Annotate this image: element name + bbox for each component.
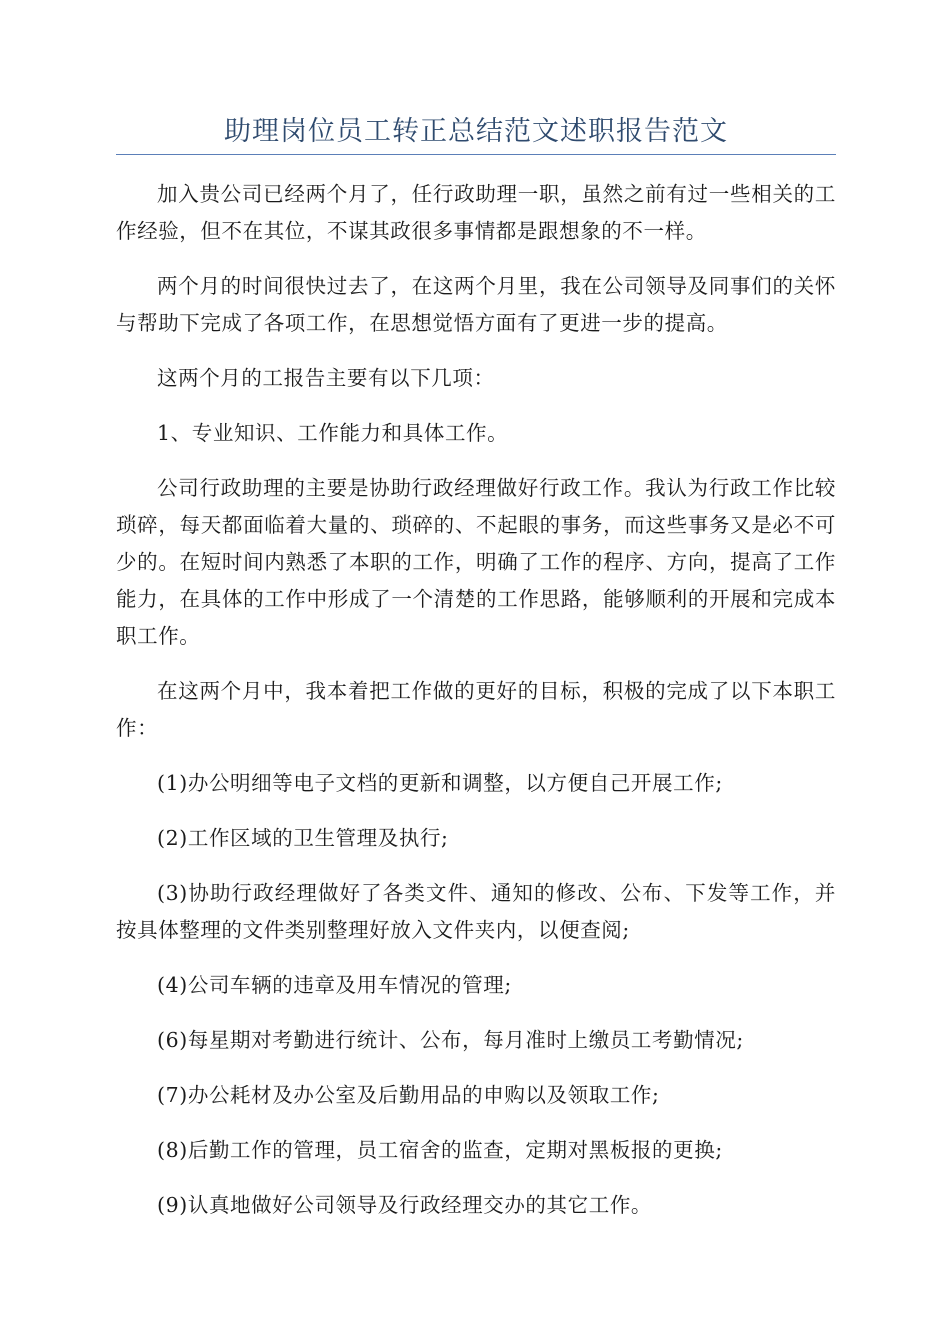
list-item: (9)认真地做好公司领导及行政经理交办的其它工作。: [157, 1193, 653, 1217]
paragraph: 公司行政助理的主要是协助行政经理做好行政工作。我认为行政工作比较琐碎，每天都面临着大量的、琐碎的、不起眼的事务，而这些事务又是必不可少的。在短时间内熟悉了本职的工作，明确了工作的程序、方向，提高了工作能力，在具体的工作中形成了一个清楚的工作思路，能够顺利的开展和完成本职工作。: [116, 476, 836, 648]
list-item: (8)后勤工作的管理，员工宿舍的监查，定期对黑板报的更换;: [157, 1138, 723, 1162]
paragraph: 加入贵公司已经两个月了，任行政助理一职，虽然之前有过一些相关的工作经验，但不在其位，不谋其政很多事情都是跟想象的不一样。: [116, 182, 836, 243]
document-title: 助理岗位员工转正总结范文述职报告范文: [224, 116, 728, 147]
title-underline: [116, 154, 836, 155]
section-heading: 1、专业知识、工作能力和具体工作。: [157, 421, 509, 445]
list-item: (6)每星期对考勤进行统计、公布，每月准时上缴员工考勤情况;: [157, 1028, 744, 1052]
list-item: (4)公司车辆的违章及用车情况的管理;: [157, 973, 512, 997]
list-item: (7)办公耗材及办公室及后勤用品的申购以及领取工作;: [157, 1083, 660, 1107]
document-body: [116, 176, 836, 1242]
paragraph: 在这两个月中，我本着把工作做的更好的目标，积极的完成了以下本职工作：: [116, 679, 836, 740]
paragraph: 这两个月的工报告主要有以下几项：: [157, 366, 495, 390]
paragraph: 两个月的时间很快过去了，在这两个月里，我在公司领导及同事们的关怀与帮助下完成了各项工作，在思想觉悟方面有了更进一步的提高。: [116, 274, 836, 335]
list-item: (2)工作区域的卫生管理及执行;: [157, 826, 449, 850]
list-item: (1)办公明细等电子文档的更新和调整，以方便自己开展工作;: [157, 771, 723, 795]
list-item: (3)协助行政经理做好了各类文件、通知的修改、公布、下发等工作，并按具体整理的文件类别整理好放入文件夹内，以便查阅;: [116, 881, 836, 942]
